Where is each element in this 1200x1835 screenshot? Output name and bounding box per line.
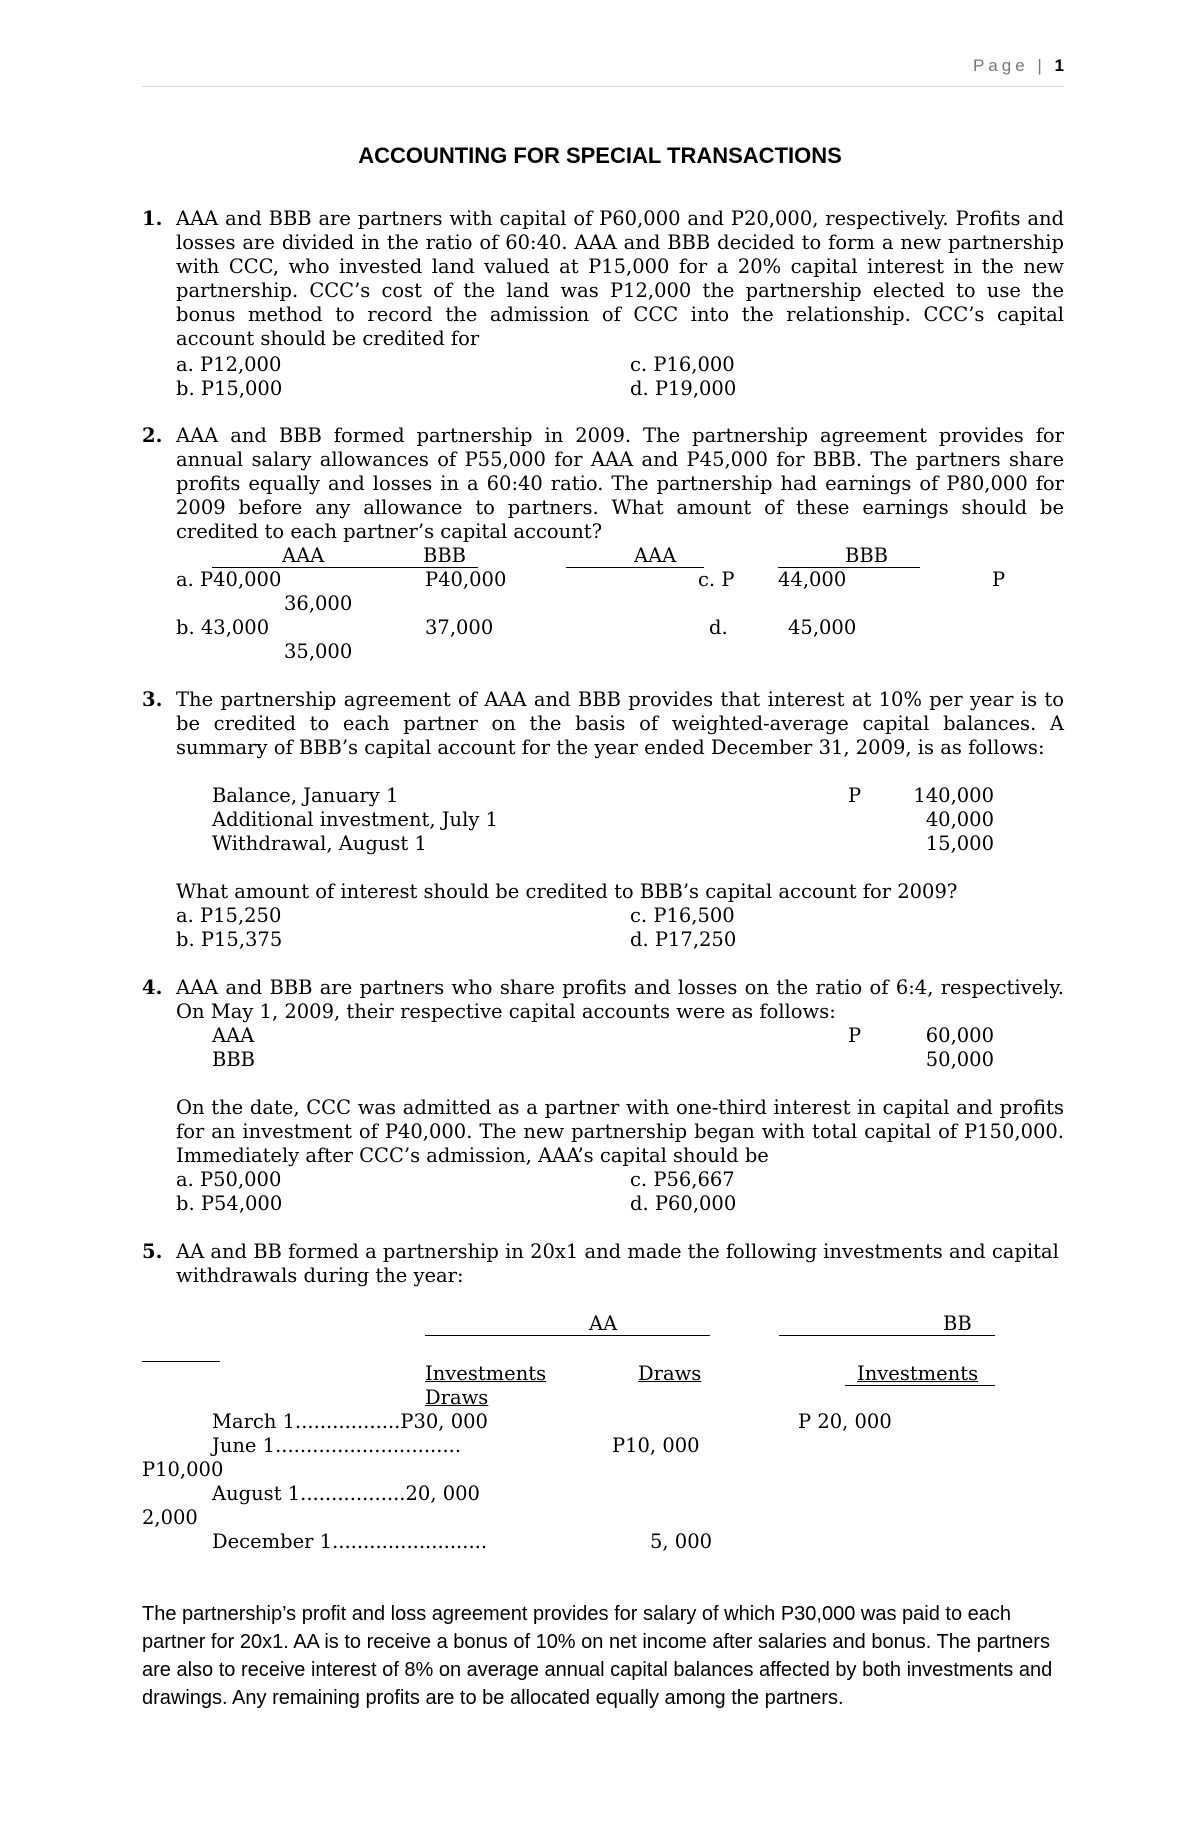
q3-row-1-amount: 140,000 bbox=[913, 784, 994, 807]
q4-choice-b: b. P54,000 bbox=[176, 1192, 283, 1215]
q3-choice-c: c. P16,500 bbox=[630, 904, 735, 927]
q5-text: AA and BB formed a partnership in 20x1 and made the following investments and capital withdrawals during the year: bbox=[176, 1240, 1059, 1287]
q4-row-2-label: BBB bbox=[212, 1048, 255, 1071]
q3-row-2-amount: 40,000 bbox=[925, 808, 994, 831]
q4-choice-d: d. P60,000 bbox=[630, 1192, 737, 1215]
q4-number: 4. bbox=[142, 976, 163, 999]
q5-row-march-bb: P 20, 000 bbox=[798, 1410, 892, 1433]
header-rule bbox=[142, 86, 1064, 87]
q2-row-a-2: P40,000 bbox=[425, 568, 507, 591]
q5-row-august-wrap: 2,000 bbox=[142, 1506, 198, 1529]
q5-short-rule bbox=[142, 1361, 220, 1362]
q2-row-b-2: 37,000 bbox=[425, 616, 494, 639]
q4-row-1-label: AAA bbox=[212, 1024, 255, 1047]
q5-col-draws-aa: Draws bbox=[638, 1362, 702, 1385]
q5-row-august: August 1.................20, 000 bbox=[212, 1482, 480, 1505]
q2-row-a-3: c. P bbox=[698, 568, 735, 591]
q5-head-underline-bb bbox=[779, 1335, 995, 1336]
q3-number: 3. bbox=[142, 688, 163, 711]
q2-row-a-wrap: 36,000 bbox=[284, 592, 353, 615]
q1-choice-c: c. P16,000 bbox=[630, 353, 735, 376]
q5-row-march: March 1.................P30, 000 bbox=[212, 1410, 488, 1433]
q3-text: The partnership agreement of AAA and BBB provides that interest at 10% per year is to be credited to each partner on the basis of weighted-average capital balances. A summary of BBB’s capital account for the year ended December 31, 2009, is as follows: bbox=[176, 688, 1064, 759]
q5-col-draws-bb: Draws bbox=[425, 1386, 489, 1409]
q1-choice-a: a. P12,000 bbox=[176, 353, 282, 376]
q3-row-1-peso: P bbox=[848, 784, 862, 807]
q4-row-2-amount: 50,000 bbox=[925, 1048, 994, 1071]
q1-number: 1. bbox=[142, 207, 163, 230]
q5-row-june-draw: P10, 000 bbox=[612, 1434, 700, 1457]
q2-head-bbb-2: BBB bbox=[845, 544, 888, 567]
closing-paragraph: The partnership’s profit and loss agreement provides for salary of which P30,000 was paid to each partner for 20x1. AA is to receive a bonus of 10% on net income after salaries and bonus. The partners are also to receive interest of 8% on average annual capital balances affected by both investments and drawings. Any remaining profits are to be allocated equally among the partners. bbox=[142, 1603, 1053, 1709]
q3-row-3-amount: 15,000 bbox=[925, 832, 994, 855]
q4-text: AAA and BBB are partners who share profits and losses on the ratio of 6:4, respectively. On May 1, 2009, their respective capital accounts were as follows: bbox=[176, 976, 1064, 1023]
q2-row-a-4: 44,000 bbox=[778, 568, 847, 591]
page-number: 1 bbox=[1054, 56, 1064, 75]
page-header: Page | 1 bbox=[972, 56, 1064, 75]
q4-row-1-peso: P bbox=[848, 1024, 862, 1047]
q3-row-2-label: Additional investment, July 1 bbox=[212, 808, 498, 831]
q3-choice-d: d. P17,250 bbox=[630, 928, 737, 951]
q2-row-a-1: a. P40,000 bbox=[176, 568, 282, 591]
q2-row-b-1: b. 43,000 bbox=[176, 616, 270, 639]
q5-head-aa: AA bbox=[589, 1312, 618, 1335]
q1-choice-d: d. P19,000 bbox=[630, 377, 737, 400]
q4-choice-c: c. P56,667 bbox=[630, 1168, 735, 1191]
q3-choice-a: a. P15,250 bbox=[176, 904, 282, 927]
q1-choice-b: b. P15,000 bbox=[176, 377, 283, 400]
q2-row-a-5: P bbox=[992, 568, 1006, 591]
q4-choice-a: a. P50,000 bbox=[176, 1168, 282, 1191]
q5-col-investments-bb: Investments bbox=[857, 1362, 979, 1385]
q2-head-aaa-1: AAA bbox=[282, 544, 325, 567]
q2-row-b-wrap: 35,000 bbox=[284, 640, 353, 663]
q5-row-december: December 1......................... bbox=[212, 1530, 488, 1553]
q2-head-bbb-1: BBB bbox=[423, 544, 466, 567]
q5-number: 5. bbox=[142, 1240, 163, 1263]
q5-row-june-wrap: P10,000 bbox=[142, 1458, 224, 1481]
q3-question: What amount of interest should be credited to BBB’s capital account for 2009? bbox=[176, 880, 958, 903]
q2-head-underline-2 bbox=[566, 567, 704, 568]
q5-col-underline-bb bbox=[845, 1385, 995, 1386]
q5-col-investments-aa: Investments bbox=[425, 1362, 547, 1385]
q2-row-b-3: d. bbox=[709, 616, 728, 639]
q5-head-bb: BB bbox=[943, 1312, 972, 1335]
q3-row-1-label: Balance, January 1 bbox=[212, 784, 399, 807]
q3-row-3-label: Withdrawal, August 1 bbox=[212, 832, 427, 855]
q5-row-december-draw: 5, 000 bbox=[650, 1530, 713, 1553]
document-title: ACCOUNTING FOR SPECIAL TRANSACTIONS bbox=[358, 143, 842, 168]
q3-choice-b: b. P15,375 bbox=[176, 928, 283, 951]
q2-row-b-4: 45,000 bbox=[788, 616, 857, 639]
q1-text: AAA and BBB are partners with capital of P60,000 and P20,000, respectively. Profits and losses are divided in the ratio of 60:40. AAA and BBB decided to form a new partnership with CCC, who invested land valued at P15,000 for a 20% capital interest in the new partnership. CCC’s cost of the land was P12,000 the partnership elected to use the bonus method to record the admission of CCC into the relationship. CCC’s capital account should be credited for bbox=[176, 207, 1064, 350]
q5-row-june: June 1.............................. bbox=[212, 1434, 462, 1457]
q4-row-1-amount: 60,000 bbox=[925, 1024, 994, 1047]
q2-number: 2. bbox=[142, 424, 163, 447]
q2-text: AAA and BBB formed partnership in 2009. The partnership agreement provides for annual salary allowances of P55,000 for AAA and P45,000 for BBB. The partners share profits equally and losses in a 60:40 ratio. The partnership had earnings of P80,000 for 2009 before any allowance to partners. What amount of these earnings should be credited to each partner’s capital account? bbox=[176, 424, 1064, 543]
q5-head-underline-aa bbox=[425, 1335, 710, 1336]
q2-head-aaa-2: AAA bbox=[634, 544, 677, 567]
q4-text-2: On the date, CCC was admitted as a partner with one-third interest in capital and profits for an investment of P40,000. The new partnership began with total capital of P150,000. Immediately after CCC’s admission, AAA’s capital should be bbox=[176, 1096, 1064, 1167]
page-word: Page bbox=[972, 56, 1029, 75]
